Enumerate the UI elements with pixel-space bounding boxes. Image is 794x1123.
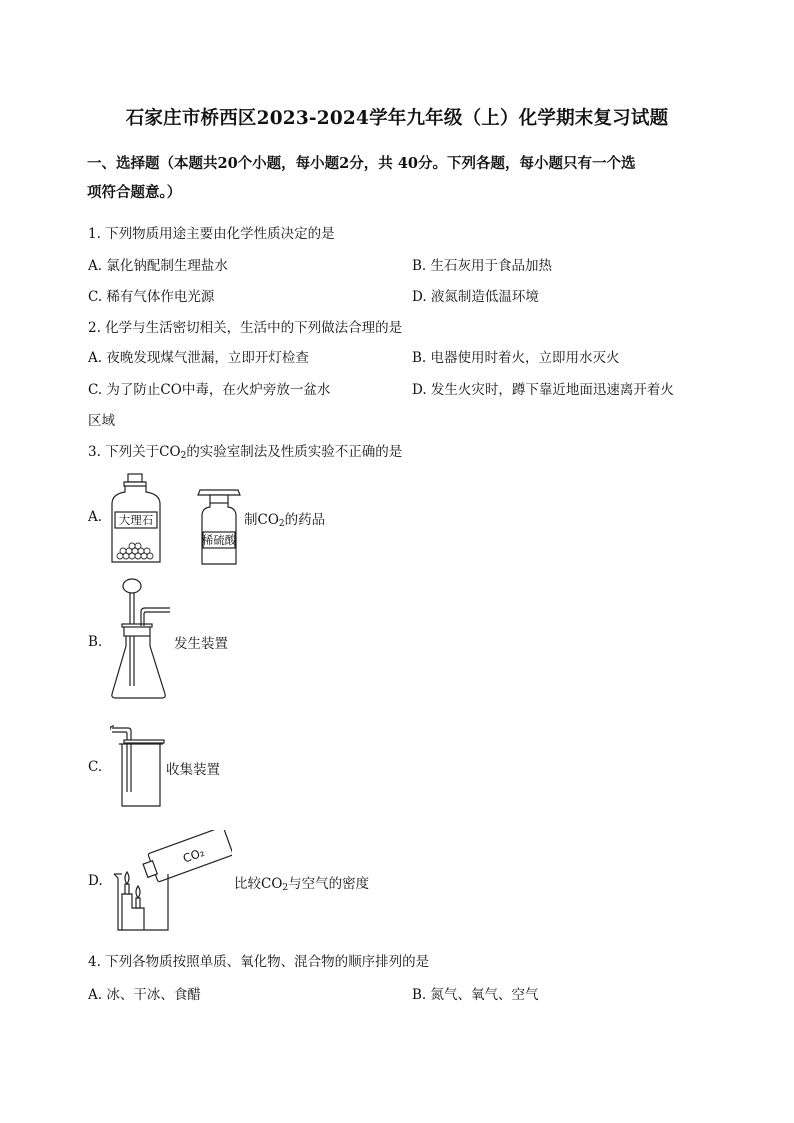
- section-heading-line2: 项符合题意。）: [87, 184, 182, 201]
- q2-option-d: D. 发生火灾时，蹲下靠近地面迅速离开着火: [412, 382, 674, 398]
- question-4-stem: 4. 下列各物质按照单质、氧化物、混合物的顺序排列的是: [88, 954, 430, 970]
- section-heading-line1: 一、选择题（本题共20个小题，每小题2分，共 40分。下列各题，每小题只有一个选: [87, 155, 636, 172]
- q2-option-d-continued: 区域: [88, 413, 115, 429]
- q2-option-b: B. 电器使用时着火，立即用水灭火: [412, 350, 620, 366]
- marble-pieces: [117, 543, 153, 559]
- delivery-tube-top: [141, 608, 170, 626]
- q2-option-c: C. 为了防止CO中毒，在火炉旁放一盆水: [88, 382, 331, 398]
- co2-density-figure: [108, 830, 232, 936]
- reagent-bottles-figure: [108, 470, 248, 570]
- q3-option-c-caption: 收集装置: [166, 762, 220, 778]
- gas-collecting-bottle: [122, 744, 160, 806]
- generation-apparatus-figure: [108, 576, 174, 704]
- q1-option-a: A. 氯化钠配制生理盐水: [88, 258, 228, 274]
- q3-option-c-letter: C.: [88, 759, 103, 775]
- q4-option-a: A. 冰、干冰、食醋: [88, 987, 201, 1003]
- acid-bottle: [198, 490, 240, 564]
- question-1-stem: 1. 下列物质用途主要由化学性质决定的是: [88, 226, 335, 242]
- q3-option-d-caption: 比较$CO_2$与空气的密度: [234, 876, 370, 893]
- question-3-stem: 3. 下列关于$CO_2$的实验室制法及性质实验不正确的是: [88, 444, 403, 461]
- conical-flask: [112, 636, 165, 698]
- upper-candle-flame: [125, 872, 129, 884]
- q4-option-b: B. 氮气、氧气、空气: [412, 987, 539, 1003]
- q3-option-a-caption: 制$CO_2$的药品: [244, 512, 326, 529]
- q3-option-a-letter: A.: [88, 509, 103, 525]
- page-title: 石家庄市桥西区2023-2024学年九年级（上）化学期末复习试题: [125, 108, 669, 129]
- q3-option-b-caption: 发生装置: [174, 636, 228, 652]
- candle-stand: [122, 894, 144, 930]
- acid-bottle-label: 稀硫酸: [201, 533, 237, 547]
- q3-option-b-letter: B.: [88, 634, 103, 650]
- co2-bottle-label: CO₂: [181, 844, 207, 866]
- q2-option-a: A. 夜晚发现煤气泄漏，立即开灯检查: [88, 350, 309, 366]
- q3-option-d-letter: D.: [88, 873, 103, 889]
- thistle-funnel-bulb: [123, 579, 141, 593]
- upper-candle: [125, 884, 129, 894]
- marble-bottle-label: 大理石: [118, 513, 154, 527]
- lower-candle-flame: [136, 886, 140, 898]
- q1-option-b: B. 生石灰用于食品加热: [412, 258, 553, 274]
- collection-apparatus-figure: [110, 722, 170, 812]
- lower-candle: [136, 898, 140, 908]
- question-2-stem: 2. 化学与生活密切相关，生活中的下列做法合理的是: [88, 320, 403, 336]
- q1-option-c: C. 稀有气体作电光源: [88, 289, 215, 305]
- glass-plate: [124, 740, 164, 743]
- q1-option-d: D. 液氮制造低温环境: [412, 289, 539, 305]
